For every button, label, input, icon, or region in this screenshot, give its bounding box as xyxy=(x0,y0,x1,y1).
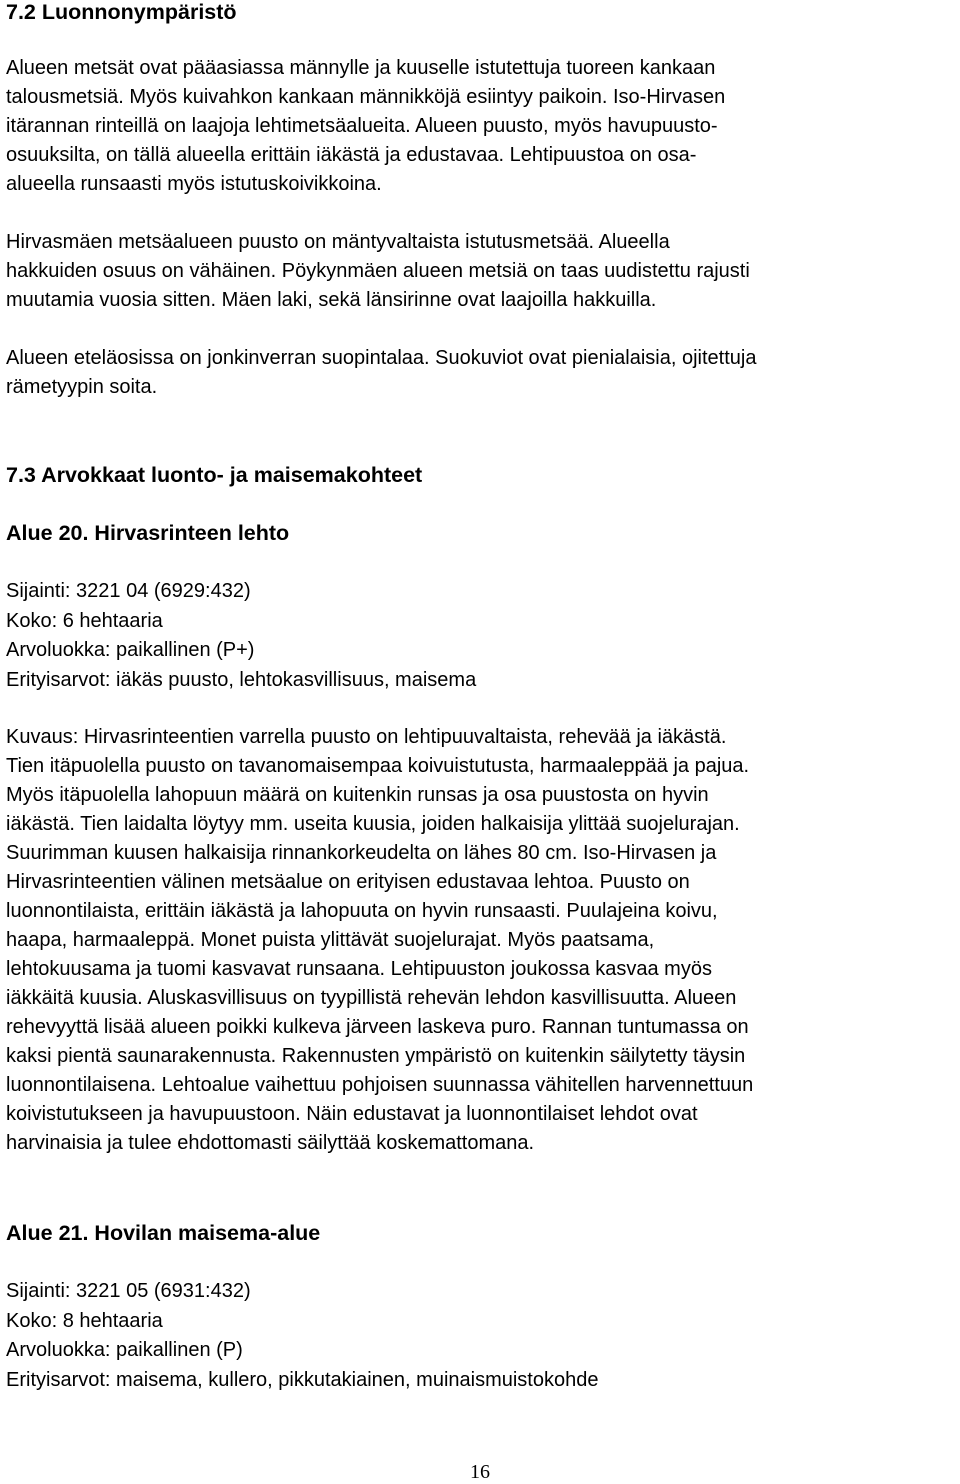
text-line: Hirvasrinteentien välinen metsäalue on erityisen edustavaa lehtoa. Puusto on xyxy=(6,871,690,893)
text-line: muutamia vuosia sitten. Mäen laki, sekä länsirinne ovat laajoilla hakkuilla. xyxy=(6,289,657,311)
area-21-value-class: Arvoluokka: paikallinen (P) xyxy=(6,1339,243,1362)
area-20-size: Koko: 6 hehtaaria xyxy=(6,609,163,632)
text-line: kaksi pientä saunarakennusta. Rakennusten ympäristö on kuitenkin säilytetty täysin xyxy=(6,1045,746,1067)
text-line: osuuksilta, on tällä alueella erittäin iäkästä ja edustavaa. Lehtipuustoa on osa- xyxy=(6,144,697,166)
area-21-title: Alue 21. Hovilan maisema-alue xyxy=(6,1221,321,1245)
paragraph-south xyxy=(6,344,958,402)
area-20-description xyxy=(6,723,958,1158)
text-line: itärannan rinteillä on laajoja lehtimetsäalueita. Alueen puusto, myös havupuusto- xyxy=(6,115,718,137)
text-line: iäkästä. Tien laidalta löytyy mm. useita kuusia, joiden halkaisija ylittää suojelurajan. xyxy=(6,813,740,835)
text-line: rehevyyttä lisää alueen poikki kulkeva järveen laskeva puro. Rannan tuntumassa on xyxy=(6,1016,749,1038)
text-line: haapa, harmaaleppä. Monet puista ylittävät suojelurajat. Myös paatsama, xyxy=(6,929,655,951)
section-heading-7-3: 7.3 Arvokkaat luonto- ja maisemakohteet xyxy=(6,463,423,487)
section-heading-7-2: 7.2 Luonnonympäristö xyxy=(6,0,237,24)
text-line: lehtokuusama ja tuomi kasvavat runsaana. Lehtipuuston joukossa kasvaa myös xyxy=(6,958,712,980)
text-line: Suurimman kuusen halkaisija rinnankorkeudelta on lähes 80 cm. Iso-Hirvasen ja xyxy=(6,842,717,864)
text-line: Kuvaus: Hirvasrinteentien varrella puusto on lehtipuuvaltaista, rehevää ja iäkästä. xyxy=(6,726,727,748)
area-20-fields xyxy=(6,577,476,695)
area-21-special-values: Erityisarvot: maisema, kullero, pikkutakiainen, muinaismuistokohde xyxy=(6,1368,599,1391)
text-line: alueella runsaasti myös istutuskoivikkoina. xyxy=(6,173,382,195)
text-line: iäkkäitä kuusia. Aluskasvillisuus on tyypillistä rehevän lehdon kasvillisuutta. Alueen xyxy=(6,987,737,1009)
text-line: rämetyypin soita. xyxy=(6,376,158,398)
text-line: Alueen metsät ovat pääasiassa männylle ja kuuselle istutettuja tuoreen kankaan xyxy=(6,57,716,79)
text-line: luonnontilaisena. Lehtoalue vaihettuu pohjoisen suunnassa vähitellen harvennettuun xyxy=(6,1074,754,1096)
area-20-location: Sijainti: 3221 04 (6929:432) xyxy=(6,580,251,602)
text-line: talousmetsiä. Myös kuivahkon kankaan männikköjä esiintyy paikoin. Iso-Hirvasen xyxy=(6,86,726,108)
area-21-location: Sijainti: 3221 05 (6931:432) xyxy=(6,1280,251,1302)
text-line: Myös itäpuolella lahopuun määrä on kuitenkin runsas ja osa puustosta on hyvin xyxy=(6,784,709,806)
paragraph-forests xyxy=(6,54,958,199)
text-line: luonnontilaista, erittäin iäkästä ja lahopuuta on hyvin runsaasti. Puulajeina koivu, xyxy=(6,900,718,922)
area-21-size: Koko: 8 hehtaaria xyxy=(6,1309,163,1332)
text-line: harvinaisia ja tulee ehdottomasti säilyttää koskemattomana. xyxy=(6,1132,535,1154)
text-line: Alueen eteläosissa on jonkinverran suopintalaa. Suokuviot ovat pienialaisia, ojitettuja xyxy=(6,347,757,369)
area-20-title: Alue 20. Hirvasrinteen lehto xyxy=(6,521,290,545)
area-20-value-class: Arvoluokka: paikallinen (P+) xyxy=(6,639,255,662)
area-21-fields xyxy=(6,1277,598,1395)
paragraph-hirvasmaki xyxy=(6,228,958,315)
text-line: koivistutukseen ja havupuustoon. Näin edustavat ja luonnontilaiset lehdot ovat xyxy=(6,1103,698,1125)
text-line: Tien itäpuolella puusto on tavanomaisempaa koivuistutusta, harmaaleppää ja pajua. xyxy=(6,755,750,777)
page-number: 16 xyxy=(470,1461,490,1483)
text-line: hakkuiden osuus on vähäinen. Pöykynmäen alueen metsiä on taas uudistettu rajusti xyxy=(6,260,750,282)
area-20-special-values: Erityisarvot: iäkäs puusto, lehtokasvillisuus, maisema xyxy=(6,668,477,691)
text-line: Hirvasmäen metsäalueen puusto on mäntyvaltaista istutusmetsää. Alueella xyxy=(6,231,670,253)
